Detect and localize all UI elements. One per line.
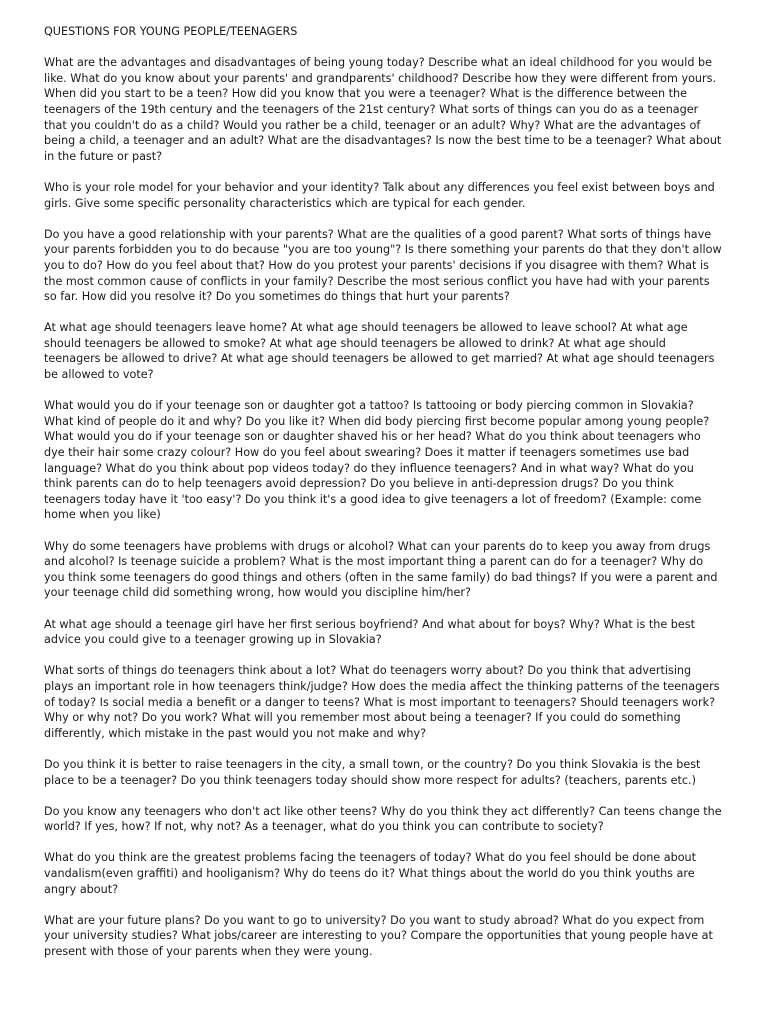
paragraph-ages: At what age should teenagers leave home? At what age should teenagers be allowed to leave school? At what age should teenagers be allowed to smoke? At what age should teenagers be allowed to drink? At what age should teenagers be allowed to drive? At what age should teenagers be allowed to get married? At what age should teenagers be allowed to vote? — [44, 321, 715, 382]
paragraph-where-to-raise: Do you think it is better to raise teenagers in the city, a small town, or the country? Do you think Slovakia is the best place to be a teenager? Do you think teenagers today should show more respect for adults? (teachers, parents etc.) — [44, 757, 701, 787]
paragraph-future-plans: What are your future plans? Do you want to go to university? Do you want to study abroad? What do you expect from your university studies? What jobs/career are interesting to you? Compare the opportunities that young people have at present with those of your parents when they were young. — [44, 913, 713, 959]
paragraph-parents: Do you have a good relationship with your parents? What are the qualities of a good parent? What sorts of things have your parents forbidden you to do because "you are too young"? Is there something your parents do that they don't allow you to do? How do you feel about that? How do you protest your parents' decisions if you disagree with them? What is the most common cause of conflicts in your family? Describe the most serious conflict you have had with your parents so far. How did you resolve it? Do you sometimes do things that hurt your parents? — [44, 227, 722, 304]
document-title: QUESTIONS FOR YOUNG PEOPLE/TEENAGERS — [44, 25, 298, 38]
paragraph-worries: What sorts of things do teenagers think about a lot? What do teenagers worry about? Do you think that advertising plays an important role in how teenagers think/judge? How does the media affect the thinking patterns of the teenagers of today? Is social media a benefit or a danger to teens? What is most important to teenagers? Should teenagers work? Why or why not? Do you work? What will you remember most about being a teenager? If you could do something differently, which mistake in the past would you not make and why? — [44, 664, 720, 740]
paragraph-different-teens: Do you know any teenagers who don't act like other teens? Why do you think they act differently? Can teens change the world? If yes, how? If not, why not? As a teenager, what do you think you can contribute to society? — [44, 804, 722, 834]
paragraph-relationships: At what age should a teenage girl have her first serious boyfriend? And what about for boys? Why? What is the best advice you could give to a teenager growing up in Slovakia? — [44, 617, 695, 647]
paragraph-problems: What do you think are the greatest problems facing the teenagers of today? What do you feel should be done about vandalism(even graffiti) and hooliganism? Why do teens do it? What things about the world do you think youths are angry about? — [44, 851, 697, 896]
paragraph-drugs-alcohol: Why do some teenagers have problems with drugs or alcohol? What can your parents do to keep you away from drugs and alcohol? Is teenage suicide a problem? What is the most important thing a parent can do for a teenager? Why do you think some teenagers do good things and others (often in the same family) do bad things? If you were a parent and your teenage child did something wrong, how would you discipline him/her? — [44, 539, 718, 600]
paragraph-appearance: What would you do if your teenage son or daughter got a tattoo? Is tattooing or body piercing common in Slovakia? What kind of people do it and why? Do you like it? When did body piercing first become popular among young people? What would you do if your teenage son or daughter shaved his or her head? What do you think about teenagers who dye their hair some crazy colour? How do you feel about swearing? Does it matter if teenagers sometimes use bad language? What do you think about pop videos today? do they influence teenagers? And in what way? What do you think parents can do to help teenagers avoid depression? Do you believe in anti-depression drugs? Do you think teenagers today have it 'too easy'? Do you think it's a good idea to give teenagers a lot of freedom? (Example: come home when you like) — [44, 399, 710, 522]
paragraph-childhood: What are the advantages and disadvantages of being young today? Describe what an ideal childhood for you would be like. What do you know about your parents' and grandparents' childhood? Describe how they were different from yours. When did you start to be a teen? How did you know that you were a teenager? What is the difference between the teenagers of the 19th century and the teenagers of the 21st century? What sorts of things can you do as a teenager that you couldn't do as a child? Would you rather be a child, teenager or an adult? Why? What are the advantages of being a child, a teenager and an adult? What are the disadvantages? Is now the best time to be a teenager? What about in the future or past? — [44, 56, 722, 163]
paragraph-role-model: Who is your role model for your behavior and your identity? Talk about any differences you feel exist between boys and girls. Give some specific personality characteristics which are typical for each gender. — [44, 180, 715, 210]
